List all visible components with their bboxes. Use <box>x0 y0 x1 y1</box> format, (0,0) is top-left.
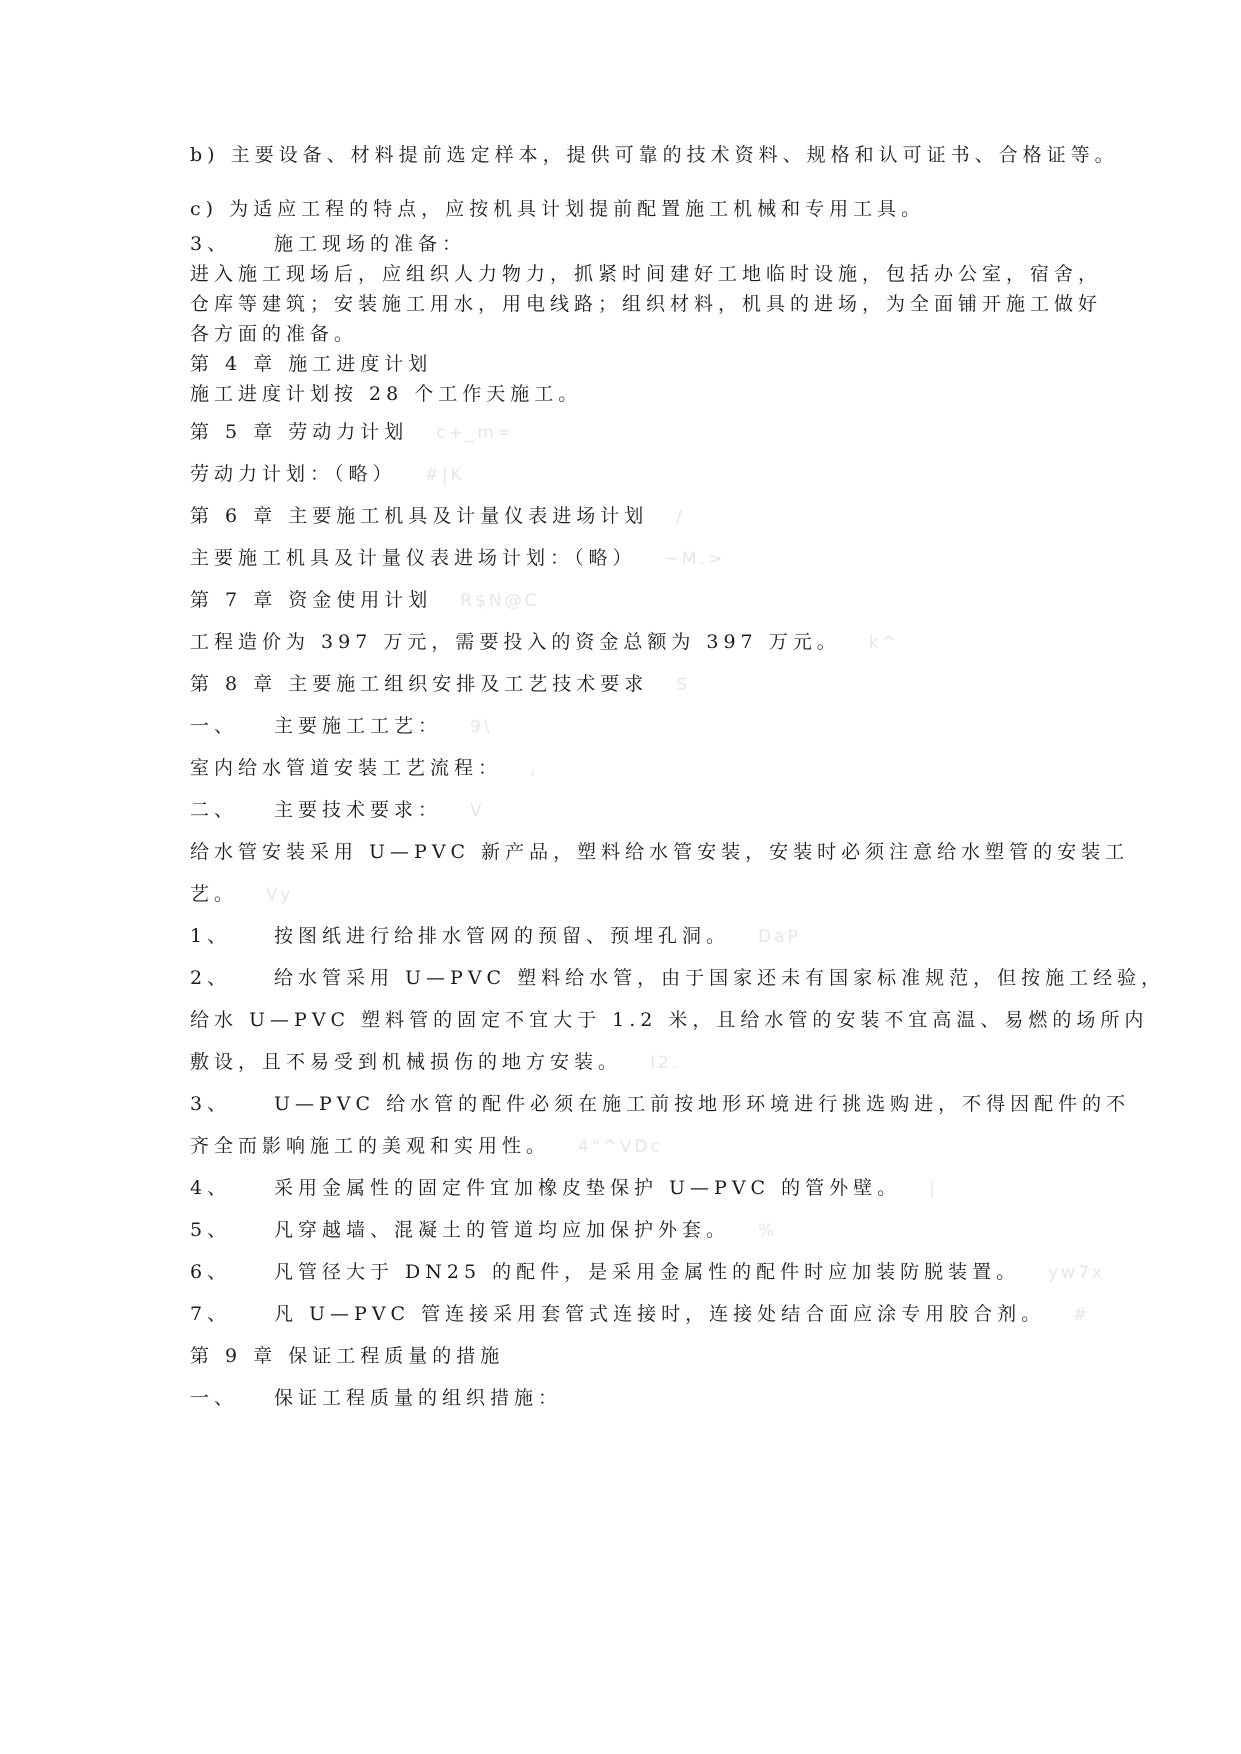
text: 凡管径大于 DN25 的配件，是采用金属性的配件时应加装防脱装置。 <box>274 1261 1021 1283</box>
watermark-text: c+_m= <box>436 423 515 443</box>
text: 主要技术要求： <box>274 799 443 821</box>
text: 第 7 章 资金使用计划 <box>190 589 433 611</box>
text: 齐全而影响施工的美观和实用性。 <box>190 1135 551 1157</box>
paragraph-line <box>190 1008 1149 1032</box>
watermark-text: # <box>1073 1305 1091 1325</box>
watermark-text: Vy <box>266 885 294 905</box>
paragraph-line <box>190 1134 1070 1159</box>
text: 进入施工现场后，应组织人力物力，抓紧时间建好工地临时设施，包括办公室，宿舍， <box>190 263 1103 285</box>
paragraph-line <box>190 322 1070 346</box>
text: b) 主要设备、材料提前选定样本，提供可靠的技术资料、规格和认可证书、合格证等。 <box>190 144 1119 166</box>
item-number: 7、 <box>190 1303 232 1325</box>
paragraph-line <box>190 882 1070 907</box>
section-2-heading <box>190 798 1070 823</box>
text: 给水管采用 U—PVC 塑料给水管，由于国家还未有国家标准规范，但按施工经验， <box>274 967 1166 989</box>
item-number: 4、 <box>190 1177 232 1199</box>
paragraph-line <box>190 262 1103 286</box>
text: 第 4 章 施工进度计划 <box>190 353 433 375</box>
watermark-text: 4"^VDc <box>578 1137 663 1157</box>
watermark-text: % <box>758 1221 778 1241</box>
text: 劳动力计划：（略） <box>190 463 397 485</box>
text: 艺。 <box>190 883 239 905</box>
text: 第 9 章 保证工程质量的措施 <box>190 1345 505 1367</box>
paragraph-line <box>190 630 1070 655</box>
item-number: 3、 <box>190 1093 232 1115</box>
list-item <box>190 966 1166 990</box>
paragraph-line <box>190 546 1070 571</box>
watermark-text: I2. <box>650 1053 681 1073</box>
item-number: 3、 <box>190 233 232 255</box>
text: 保证工程质量的组织措施： <box>274 1387 563 1409</box>
item-number: 一、 <box>190 1387 239 1409</box>
chapter-8-heading <box>190 672 1070 697</box>
list-item <box>190 924 1070 949</box>
text: 施工进度计划按 28 个工作天施工。 <box>190 383 583 405</box>
list-item <box>190 1302 1091 1327</box>
watermark-text: ~M.> <box>664 549 726 569</box>
text: 第 5 章 劳动力计划 <box>190 421 409 443</box>
text: 主要施工机具及计量仪表进场计划：（略） <box>190 547 637 569</box>
text: 敷设，且不易受到机械损伤的地方安装。 <box>190 1051 623 1073</box>
item-number: 2、 <box>190 967 232 989</box>
watermark-text: DaP <box>758 927 801 947</box>
paragraph-line <box>190 462 1070 487</box>
chapter-9-heading <box>190 1344 1070 1368</box>
text: 凡 U—PVC 管连接采用套管式连接时，连接处结合面应涂专用胶合剂。 <box>274 1303 1046 1325</box>
chapter-4-heading <box>190 352 1070 376</box>
item-3-heading <box>190 232 1070 256</box>
paragraph-b <box>190 143 1119 167</box>
item-number: 6、 <box>190 1261 232 1283</box>
watermark-text: | <box>929 1179 938 1199</box>
text: 工程造价为 397 万元，需要投入的资金总额为 397 万元。 <box>190 631 841 653</box>
list-item <box>190 1176 1070 1201</box>
item-number: 一、 <box>190 715 239 737</box>
text: 按图纸进行给排水管网的预留、预埋孔洞。 <box>274 925 731 947</box>
text: 第 8 章 主要施工组织安排及工艺技术要求 <box>190 673 649 695</box>
watermark-text: R$N@C <box>460 591 540 611</box>
text: 各方面的准备。 <box>190 323 359 345</box>
text: 采用金属性的固定件宜加橡皮垫保护 U—PVC 的管外壁。 <box>274 1177 902 1199</box>
watermark-text: 9\ <box>470 717 493 737</box>
text: 施工现场的准备： <box>274 233 467 255</box>
watermark-text: , <box>530 759 539 779</box>
watermark-text: V <box>470 801 485 821</box>
item-number: 5、 <box>190 1219 232 1241</box>
list-item <box>190 1260 1105 1285</box>
section-1-heading <box>190 714 1070 739</box>
text: 第 6 章 主要施工机具及计量仪表进场计划 <box>190 505 649 527</box>
watermark-text: k^ <box>868 633 899 653</box>
chapter-7-heading <box>190 588 1070 613</box>
text: c) 为适应工程的特点，应按机具计划提前配置施工机械和专用工具。 <box>190 198 926 220</box>
paragraph-line <box>190 382 1070 406</box>
chapter-6-heading <box>190 504 1070 529</box>
list-item <box>190 1092 1131 1116</box>
watermark-text: yw7x <box>1048 1263 1105 1283</box>
watermark-text: #|K <box>424 465 465 485</box>
text: 凡穿越墙、混凝土的管道均应加保护外套。 <box>274 1219 731 1241</box>
text: 仓库等建筑；安装施工用水，用电线路；组织材料，机具的进场，为全面铺开施工做好 <box>190 293 1103 315</box>
section-1-heading <box>190 1386 1070 1410</box>
paragraph-line <box>190 840 1130 864</box>
list-item <box>190 1218 1070 1243</box>
item-number: 1、 <box>190 925 232 947</box>
text: 主要施工工艺： <box>274 715 443 737</box>
text: 给水管安装采用 U—PVC 新产品，塑料给水管安装，安装时必须注意给水塑管的安装工 <box>190 841 1130 863</box>
text: 给水 U—PVC 塑料管的固定不宜大于 1.2 米，且给水管的安装不宜高温、易燃的场所内 <box>190 1009 1149 1031</box>
item-number: 二、 <box>190 799 239 821</box>
paragraph-c <box>190 197 1070 221</box>
paragraph-line <box>190 756 1070 781</box>
chapter-5-heading <box>190 420 1070 445</box>
paragraph-line <box>190 292 1103 316</box>
paragraph-line <box>190 1050 1070 1075</box>
text: U—PVC 给水管的配件必须在施工前按地形环境进行挑选购进，不得因配件的不 <box>274 1093 1131 1115</box>
watermark-text: S <box>676 675 691 695</box>
text: 室内给水管道安装工艺流程： <box>190 757 503 779</box>
watermark-text: / <box>676 507 685 527</box>
